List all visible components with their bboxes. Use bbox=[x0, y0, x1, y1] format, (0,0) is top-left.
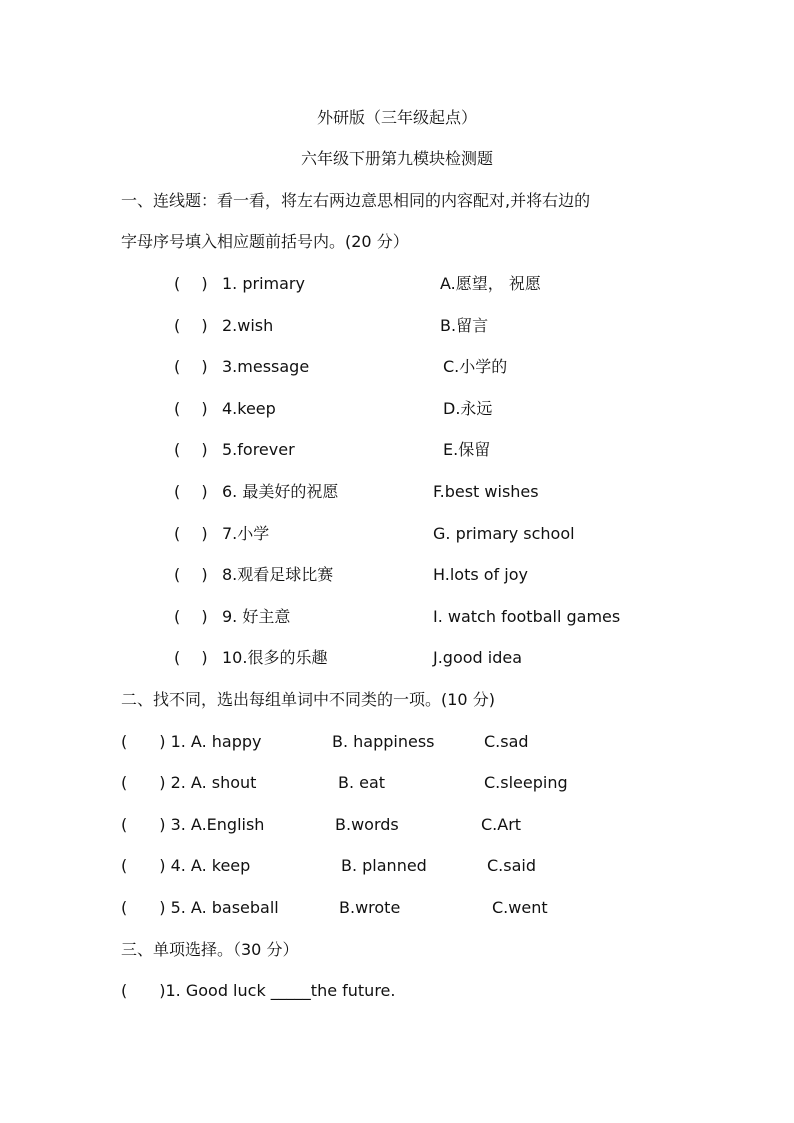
answer-paren[interactable]: ( ) bbox=[174, 274, 208, 293]
match-right-item: J.good idea bbox=[433, 648, 523, 667]
option-b: B. happiness bbox=[332, 732, 435, 751]
question-number[interactable]: ( ) 3. A.English bbox=[121, 815, 265, 834]
match-right-item: A.愿望， 祝愿 bbox=[440, 274, 541, 293]
option-c: C.Art bbox=[481, 815, 522, 834]
section1-title-line1: 一、连线题：看一看，将左右两边意思相同的内容配对,并将右边的 bbox=[121, 191, 591, 210]
match-right-item: B.留言 bbox=[440, 316, 489, 335]
answer-paren[interactable]: ( ) bbox=[174, 482, 208, 501]
match-left-item: 4.keep bbox=[222, 399, 276, 418]
answer-paren[interactable]: ( ) bbox=[174, 524, 208, 543]
match-left-item: 1. primary bbox=[222, 274, 305, 293]
answer-paren[interactable]: ( ) bbox=[174, 357, 208, 376]
option-b: B. eat bbox=[338, 773, 386, 792]
page-header-line1: 外研版（三年级起点） bbox=[316, 108, 477, 127]
match-right-item: C.小学的 bbox=[443, 357, 508, 376]
option-c: C.sad bbox=[484, 732, 529, 751]
question-number[interactable]: ( ) 2. A. shout bbox=[121, 773, 257, 792]
section3-title: 三、单项选择。（30 分） bbox=[121, 940, 299, 959]
answer-paren[interactable]: ( ) bbox=[174, 565, 208, 584]
multiple-choice-question[interactable]: ( )1. Good luck _____the future. bbox=[121, 981, 396, 1000]
question-number[interactable]: ( ) 4. A. keep bbox=[121, 856, 251, 875]
match-left-item: 10.很多的乐趣 bbox=[222, 648, 328, 667]
question-number[interactable]: ( ) 5. A. baseball bbox=[121, 898, 279, 917]
match-left-item: 8.观看足球比赛 bbox=[222, 565, 334, 584]
match-left-item: 3.message bbox=[222, 357, 310, 376]
option-c: C.said bbox=[487, 856, 536, 875]
match-left-item: 7.小学 bbox=[222, 524, 270, 543]
match-left-item: 9. 好主意 bbox=[222, 607, 291, 626]
match-right-item: F.best wishes bbox=[433, 482, 539, 501]
option-c: C.sleeping bbox=[484, 773, 568, 792]
answer-paren[interactable]: ( ) bbox=[174, 440, 208, 459]
match-right-item: G. primary school bbox=[433, 524, 575, 543]
match-left-item: 2.wish bbox=[222, 316, 274, 335]
option-b: B.words bbox=[335, 815, 399, 834]
match-right-item: E.保留 bbox=[443, 440, 491, 459]
answer-paren[interactable]: ( ) bbox=[174, 648, 208, 667]
match-right-item: D.永远 bbox=[443, 399, 493, 418]
option-b: B.wrote bbox=[339, 898, 401, 917]
answer-paren[interactable]: ( ) bbox=[174, 316, 208, 335]
match-left-item: 6. 最美好的祝愿 bbox=[222, 482, 339, 501]
question-number[interactable]: ( ) 1. A. happy bbox=[121, 732, 262, 751]
match-left-item: 5.forever bbox=[222, 440, 295, 459]
page-title: 六年级下册第九模块检测题 bbox=[300, 149, 493, 168]
answer-paren[interactable]: ( ) bbox=[174, 607, 208, 626]
option-b: B. planned bbox=[341, 856, 427, 875]
section2-title: 二、找不同，选出每组单词中不同类的一项。(10 分) bbox=[121, 690, 495, 709]
option-c: C.went bbox=[492, 898, 548, 917]
match-right-item: I. watch football games bbox=[433, 607, 621, 626]
match-right-item: H.lots of joy bbox=[433, 565, 528, 584]
section1-title-line2: 字母序号填入相应题前括号内。(20 分） bbox=[121, 232, 409, 251]
answer-paren[interactable]: ( ) bbox=[174, 399, 208, 418]
